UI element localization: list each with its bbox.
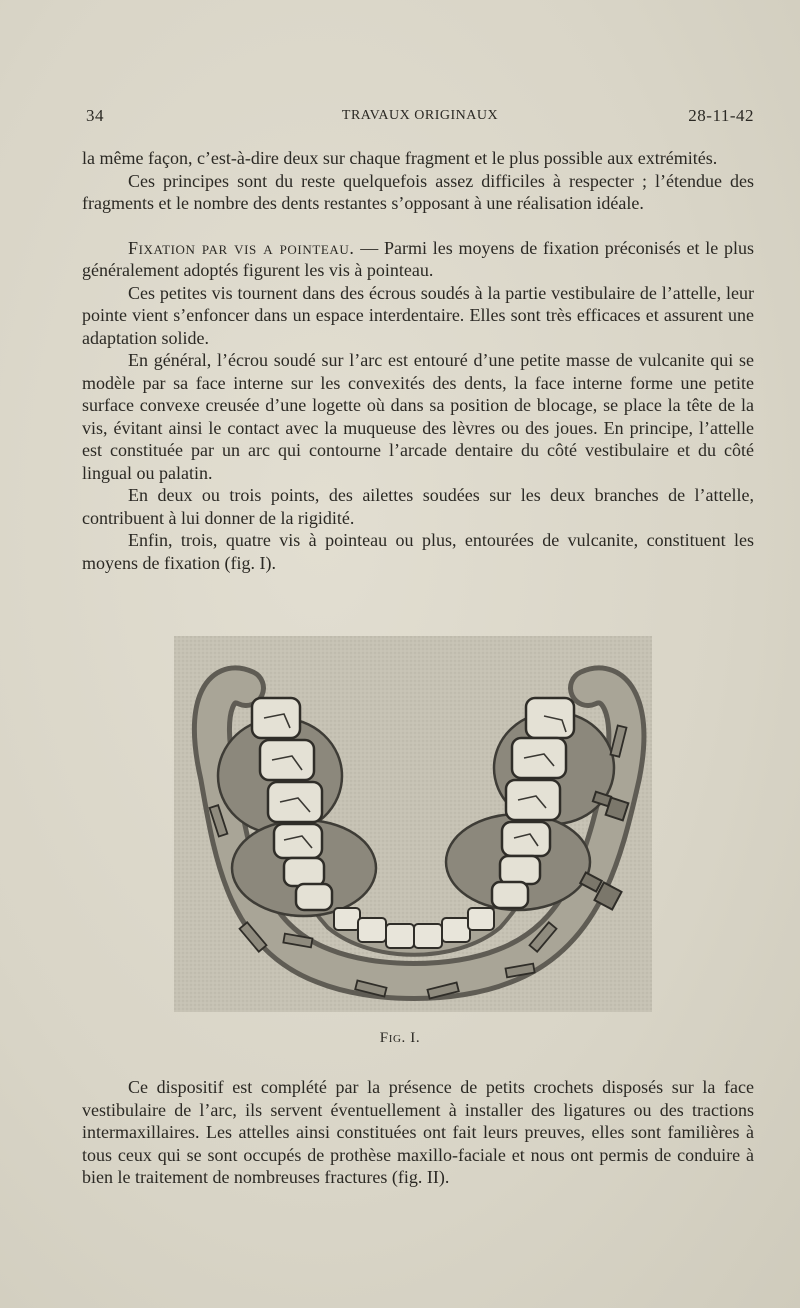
paragraph: Ce dispositif est complété par la présence de petits crochets disposés sur la face vestibulaire de l’arc, ils servent éventuellement à installer des ligatures ou des tractions intermaxillaires. Les attelles ainsi constituées ont fait leurs preuves, elles sont familières à tous ceux qui se sont occupés de prothèse maxillo-faciale et nous ont permis de conduire à bien le traitement de nombreuses fractures (fig. II). (82, 1077, 754, 1187)
running-title: TRAVAUX ORIGINAUX (341, 108, 499, 123)
section-dash: — (354, 237, 385, 258)
paragraph: Ces principes sont du reste quelquefois assez difficiles à respecter ; l’étendue des fragments et le nombre des dents restantes s’opposant à une réalisation idéale. (82, 170, 754, 213)
body-text-upper (82, 147, 754, 574)
issue-date: 28-11-42 (688, 106, 754, 125)
section-heading: Fixation par vis a pointeau. (128, 237, 355, 258)
paragraph: Enfin, trois, quatre vis à pointeau ou plus, entourées de vulcanite, constituent les moyens de fixation (fig. I). (82, 530, 754, 573)
body-text-lower (82, 1076, 754, 1189)
paragraph-continuation: la même façon, c’est-à-dire deux sur chaque fragment et le plus possible aux extrémités. (82, 148, 718, 168)
paragraph: En général, l’écrou soudé sur l’arc est entouré d’une petite masse de vulcanite qui se modèle par sa face interne sur les convexités des dents, la face interne forme une petite surface convexe creusée d’une logette où dans sa position de blocage, se place la tête de la vis, évitant ainsi le contact avec la muqueuse des lèvres ou des joues. En principe, l’attelle est constituée par un arc qui contourne l’arcade dentaire du côté vestibulaire et du côté lingual ou palatin. (82, 350, 754, 483)
page-header (86, 106, 754, 130)
figure-caption (0, 1030, 800, 1047)
figure-caption-text: Fig. I. (379, 1030, 421, 1046)
paragraph: En deux ou trois points, des ailettes soudées sur les deux branches de l’attelle, contribuent à lui donner de la rigidité. (82, 485, 754, 528)
section-lead-text: Parmi les moyens de fixation préconisés et le plus généralement adoptés figurent les vis à pointeau. (82, 237, 755, 280)
section-paragraph (82, 237, 754, 282)
dental-splint-illustration (174, 636, 652, 1012)
paragraph: Ces petites vis tournent dans des écrous soudés à la partie vestibulaire de l’attelle, leur pointe vient s’enfoncer dans un espace interdentaire. Elles sont très efficaces et assurent une adaptation solide. (82, 282, 754, 348)
figure-dental-splint (174, 636, 652, 1012)
page-number: 34 (86, 106, 104, 125)
